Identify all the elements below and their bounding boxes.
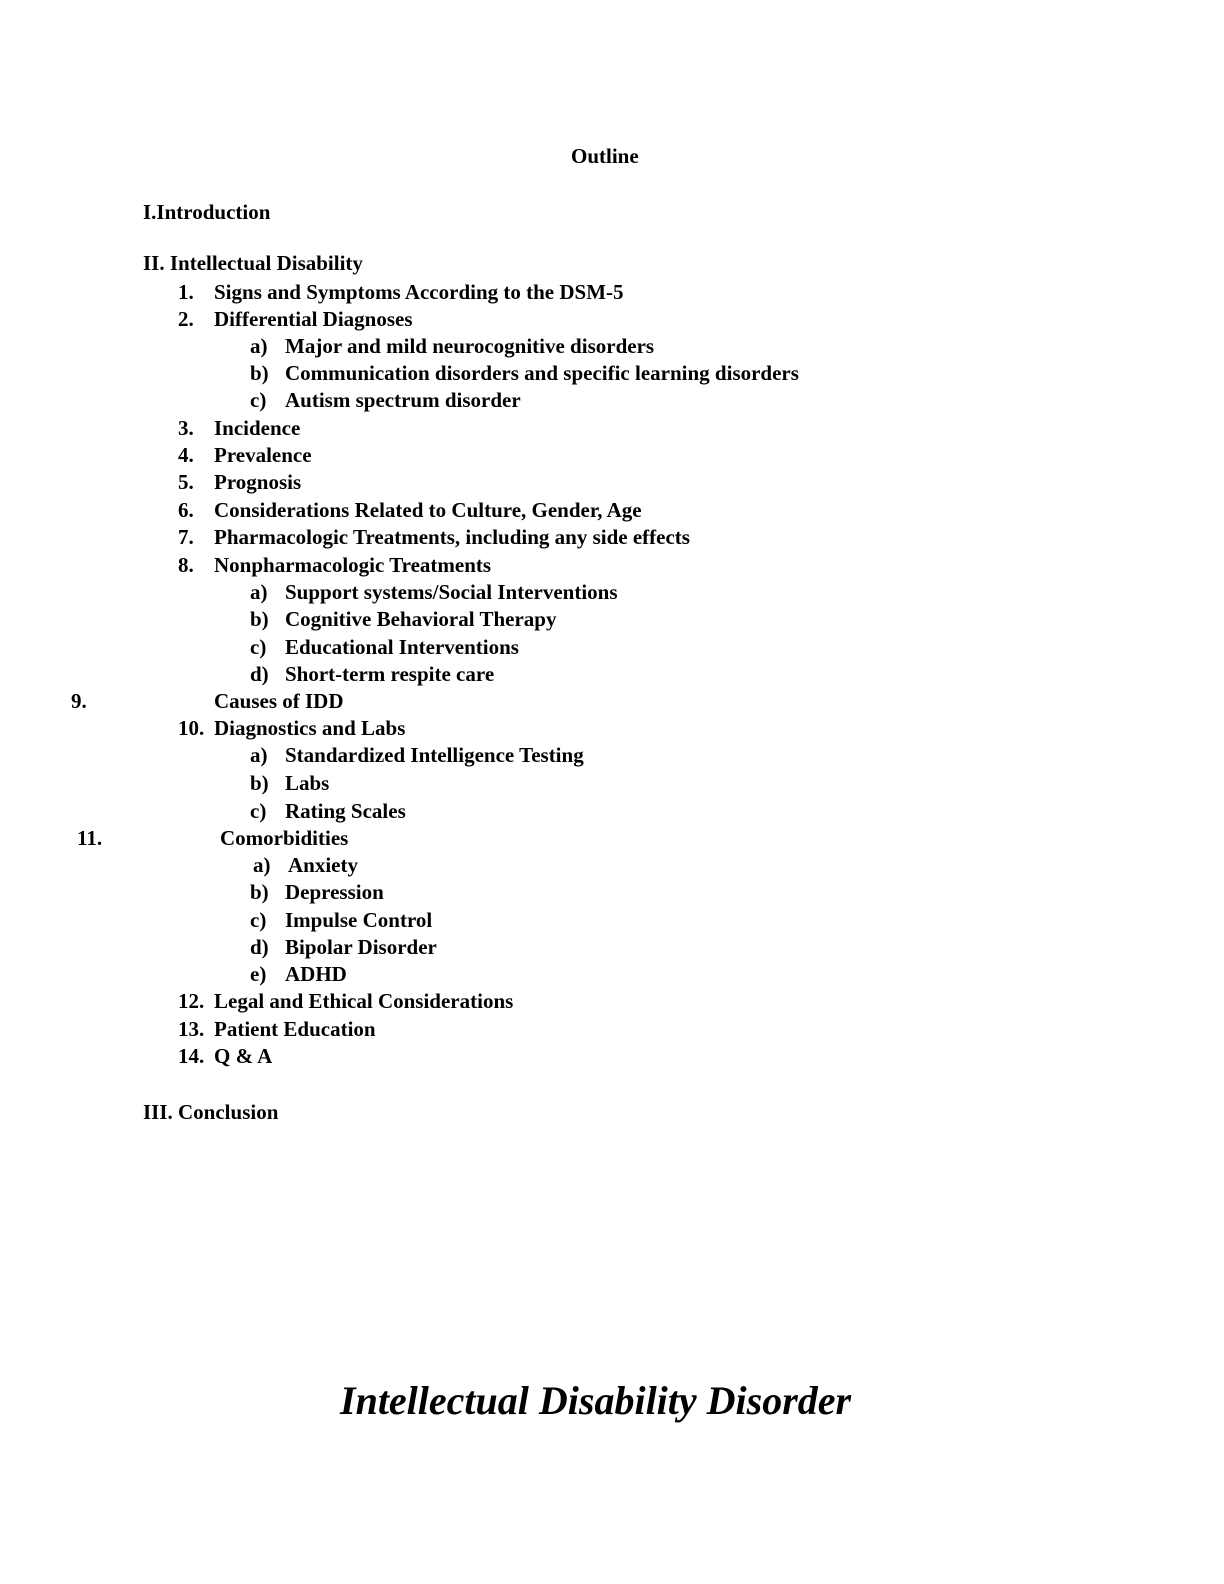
item-number: a) (250, 743, 268, 767)
item-label: Short-term respite care (285, 662, 495, 686)
item-number: 5. (178, 470, 194, 494)
item-label: Autism spectrum disorder (285, 388, 521, 412)
item-label: Considerations Related to Culture, Gender, Age (214, 498, 642, 522)
item-label: Pharmacologic Treatments, including any side effects (214, 525, 690, 549)
item-number: 12. (178, 989, 205, 1013)
item-number: d) (250, 935, 269, 959)
item-number: b) (250, 880, 269, 904)
item-number: 11. (77, 826, 103, 850)
item-number: b) (250, 607, 269, 631)
item-number: 7. (178, 525, 194, 549)
item-number: 1. (178, 280, 194, 304)
item-label: Legal and Ethical Considerations (214, 989, 514, 1013)
item-label: Nonpharmacologic Treatments (214, 553, 492, 577)
item-number: c) (250, 908, 267, 932)
item-label: Differential Diagnoses (214, 307, 413, 331)
item-label: Diagnostics and Labs (214, 716, 406, 740)
item-number: d) (250, 662, 269, 686)
item-number: 8. (178, 553, 194, 577)
item-number: 13. (178, 1017, 205, 1041)
section-introduction: I.Introduction (143, 200, 271, 224)
item-label: ADHD (285, 962, 347, 986)
item-number: 10. (178, 716, 205, 740)
document-title: Intellectual Disability Disorder (340, 1378, 852, 1423)
item-number: c) (250, 635, 267, 659)
item-label: Patient Education (214, 1017, 376, 1041)
item-label: Major and mild neurocognitive disorders (285, 334, 655, 358)
item-label: Incidence (214, 416, 301, 440)
item-number: a) (250, 334, 268, 358)
section-intellectual-disability: II. Intellectual Disability (143, 251, 363, 275)
item-label: Bipolar Disorder (285, 935, 437, 959)
item-label: Impulse Control (285, 908, 433, 932)
item-label: Signs and Symptoms According to the DSM-5 (214, 280, 624, 304)
outline-title: Outline (571, 144, 639, 168)
item-number: c) (250, 799, 267, 823)
item-label: Educational Interventions (285, 635, 519, 659)
item-label: Anxiety (288, 853, 358, 877)
item-label: Labs (285, 771, 330, 795)
item-label: Rating Scales (285, 799, 406, 823)
item-number: a) (253, 853, 271, 877)
item-label: Comorbidities (220, 826, 349, 850)
item-label: Prevalence (214, 443, 312, 467)
item-number: b) (250, 361, 269, 385)
item-number: a) (250, 580, 268, 604)
item-label: Support systems/Social Interventions (285, 580, 618, 604)
item-number: 6. (178, 498, 194, 522)
section-conclusion: III. Conclusion (143, 1100, 279, 1124)
item-number: 14. (178, 1044, 205, 1068)
item-number: e) (250, 962, 267, 986)
item-number: 4. (178, 443, 194, 467)
item-label: Communication disorders and specific learning disorders (285, 361, 799, 385)
item-label: Prognosis (214, 470, 302, 494)
item-number: c) (250, 388, 267, 412)
item-label: Standardized Intelligence Testing (285, 743, 584, 767)
item-number: b) (250, 771, 269, 795)
item-label: Cognitive Behavioral Therapy (285, 607, 557, 631)
item-label: Depression (285, 880, 384, 904)
item-label: Q & A (214, 1044, 273, 1068)
item-number: 3. (178, 416, 194, 440)
item-label: Causes of IDD (214, 689, 344, 713)
item-number: 2. (178, 307, 194, 331)
item-number: 9. (71, 689, 87, 713)
